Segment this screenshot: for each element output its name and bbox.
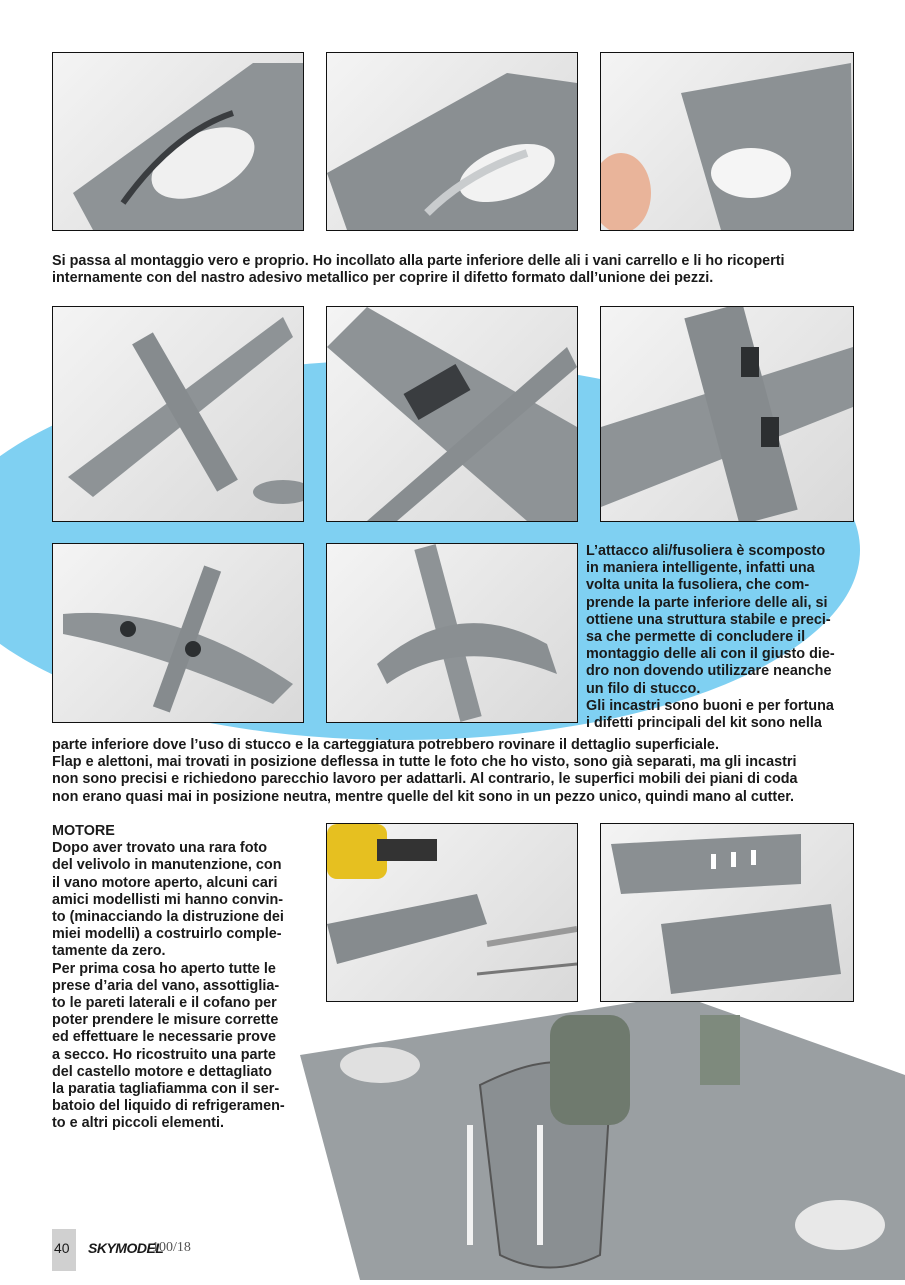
intro-caption: Si passa al montaggio vero e proprio. Ho incollato alla parte inferiore delle ali i vani carrello e li ho ricoperti internamente con del nastro adesivo metallico per coprire il difetto formato dall’unione dei pezzi.: [52, 253, 785, 287]
photo-assembled-top: [52, 306, 304, 522]
photo-wheel-well-1: [52, 52, 304, 231]
wing-caption-column: L’attacco ali/fusoliera è scomposto in maniera intelligente, infatti una volta unita la fusoliera, che com- prende la parte inferiore delle ali, si ottiene una struttura stabile e preci- sa che permette di concludere il montaggio delle ali con il giusto die- dro non dovendo utilizzare neanche un filo di stucco. Gli incastri sono buoni e per fortuna i difetti principali del kit sono nella: [586, 543, 835, 732]
photo-engine-panels: [600, 823, 854, 1002]
magazine-logo: SKYMODEL: [88, 1240, 164, 1256]
photo-wheel-well-3: [600, 52, 854, 231]
page-number: 40: [54, 1240, 70, 1256]
issue-number: 100/18: [152, 1240, 191, 1255]
photo-wing-underside: [600, 306, 854, 522]
photo-fuselage-cockpit: [326, 306, 578, 522]
photo-tail-surfaces: [326, 543, 578, 723]
photo-wheel-well-2: [326, 52, 578, 231]
wing-caption-full: parte inferiore dove l’uso di stucco e la carteggiatura potrebbero rovinare il dettaglio superficiale. Flap e alettoni, mai trovati in posizione deflessa in tutte le foto che ho visto, sono già separati, ma gli incastri non sono precisi e richiedono parecchio lavoro per adattarli. Al contrario, le superfici mobili dei piani di coda non erano quasi mai in posizione neutra, mentre quelle del kit sono in un pezzo unico, quindi mano al cutter.: [52, 737, 798, 805]
photo-underside-wheels: [52, 543, 304, 723]
photo-engine-bay-detail: [300, 995, 905, 1280]
photo-engine-tools: [326, 823, 578, 1002]
motore-heading: MOTORE: [52, 823, 115, 839]
motore-section: MOTORE Dopo aver trovato una rara foto del velivolo in manutenzione, con il vano motore aperto, alcuni cari amici modellisti mi hanno convin- to (minacciando la distruzione dei miei modelli) a costruirlo comple- tamente da zero. Per prima cosa ho aperto tutte le prese d’aria del vano, assottiglia- to le pareti laterali e il cofano per poter prendere le misure corrette ed effettuare le necessarie prove a secco. Ho ricostruito una parte del castello motore e dettagliato la paratia tagliafiamma con il ser- batoio del liquido di refrigeramen- to e altri piccoli elementi.: [52, 823, 307, 1133]
page-footer: [52, 1229, 252, 1271]
